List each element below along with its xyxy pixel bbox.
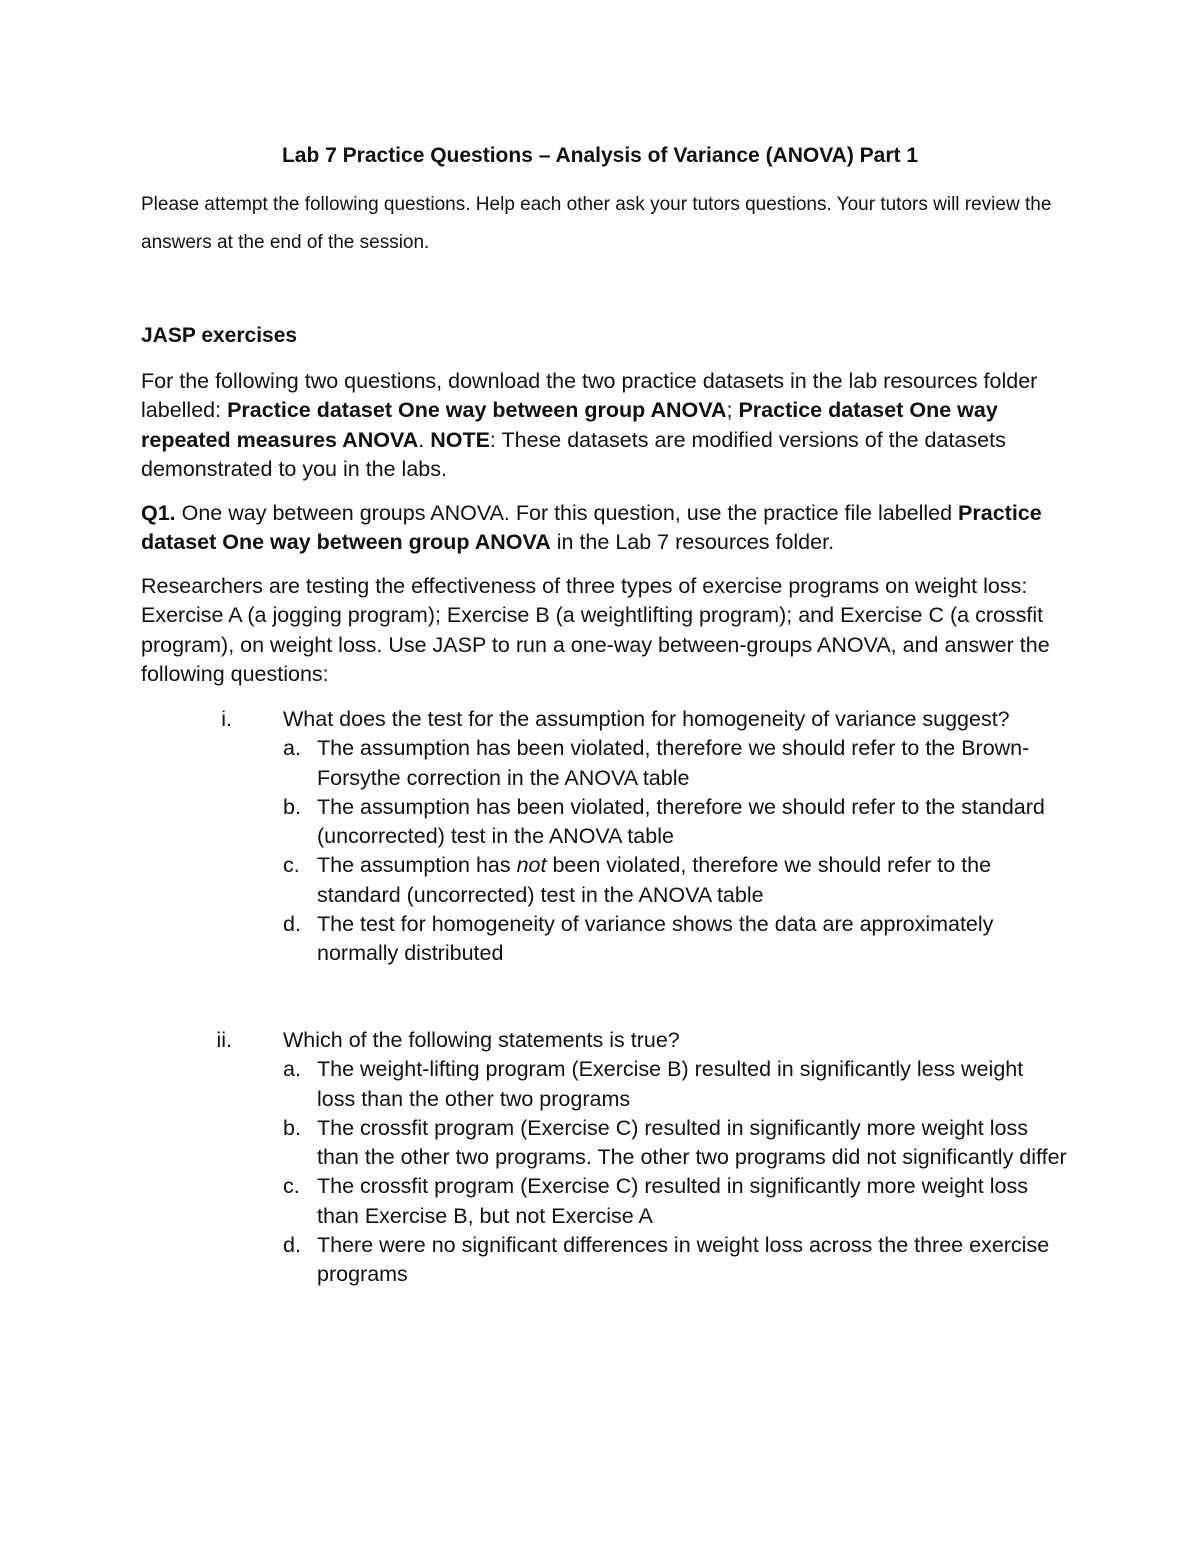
- intro-paragraph: Please attempt the following questions. Help each other ask your tutors questions. Your tutors will review the answers at the end of the session.: [141, 194, 1052, 253]
- dataset-name-repeated: Practice dataset One way repeated measures ANOVA: [141, 398, 998, 452]
- options-list: [0, 1055, 1200, 1289]
- option-letter: c.: [283, 853, 300, 878]
- option-text-part-1: The assumption has: [317, 853, 517, 878]
- question-text: Which of the following statements is true?: [283, 1028, 680, 1052]
- datasets-text-2: ;: [726, 398, 739, 423]
- option-letter: a.: [283, 1057, 301, 1082]
- q1-dataset-name: Practice dataset One way between group ANOVA: [141, 501, 1042, 555]
- datasets-text-1: For the following two questions, download the two practice datasets in the lab resources folder labelled:: [141, 369, 1038, 423]
- note-label: NOTE: [430, 427, 490, 452]
- option-text-part-2: been violated, therefore we should refer to the standard (uncorrected) test in the ANOVA table: [317, 853, 992, 907]
- option-letter: d.: [283, 1233, 301, 1258]
- option-a: [283, 1055, 1067, 1114]
- option-b: [283, 793, 1067, 852]
- option-c: [283, 1172, 1067, 1231]
- option-text: The assumption has been violated, therefore we should refer to the standard (uncorrected) test in the ANOVA table: [317, 794, 1045, 849]
- option-text: The crossfit program (Exercise C) resulted in significantly more weight loss than Exercise B, but not Exercise A: [317, 1174, 1028, 1228]
- research-paragraph: Researchers are testing the effectiveness of three types of exercise programs on weight loss: Exercise A (a jogging program); Exercise B (a weightlifting program); and Exercise C (a crossfit program), on weight loss. Use JASP to run a one-way between-groups ANOVA, and answer the following questions:: [141, 574, 1050, 686]
- option-letter: c.: [283, 1174, 300, 1199]
- option-text: The assumption has been violated, therefore we should refer to the Brown-Forsythe correction in the ANOVA table: [317, 736, 1030, 790]
- document-title: Lab 7 Practice Questions – Analysis of Variance (ANOVA) Part 1: [281, 144, 919, 167]
- option-letter: b.: [283, 1115, 301, 1140]
- option-c: [283, 851, 1067, 910]
- option-letter: a.: [283, 736, 301, 761]
- question-text: What does the test for the assumption for homogeneity of variance suggest?: [283, 707, 1010, 731]
- option-b: [283, 1114, 1067, 1173]
- question-i: [0, 705, 1200, 969]
- option-text: There were no significant differences in weight loss across the three exercise programs: [317, 1233, 1050, 1287]
- datasets-text-4: : These datasets are modified versions of the datasets demonstrated to you in the labs.: [141, 427, 1006, 481]
- option-text: The crossfit program (Exercise C) resulted in significantly more weight loss than the other two programs. The other two programs did not significantly differ: [317, 1115, 1067, 1170]
- dataset-name-between: Practice dataset One way between group ANOVA: [227, 398, 727, 423]
- options-list: [0, 734, 1200, 968]
- q1-label: Q1.: [141, 501, 176, 525]
- option-text-emphasis: not: [516, 853, 547, 878]
- datasets-paragraph: [141, 367, 1066, 484]
- option-a: [283, 734, 1067, 793]
- q1-paragraph: [141, 499, 1066, 558]
- option-d: [283, 910, 1067, 969]
- option-text: The test for homogeneity of variance shows the data are approximately normally distributed: [317, 912, 994, 966]
- option-text: The weight-lifting program (Exercise B) resulted in significantly less weight loss than the other two programs: [317, 1057, 1024, 1111]
- option-d: [283, 1231, 1067, 1290]
- question-numeral: i.: [221, 707, 232, 731]
- datasets-text-3: .: [418, 427, 431, 452]
- option-letter: b.: [283, 794, 301, 819]
- q1-text-1: One way between groups ANOVA. For this question, use the practice file labelled: [175, 501, 959, 525]
- question-ii: [0, 1026, 1200, 1290]
- section-heading-jasp: JASP exercises: [141, 324, 298, 347]
- option-letter: d.: [283, 912, 301, 937]
- question-numeral: ii.: [216, 1028, 232, 1052]
- q1-text-2: in the Lab 7 resources folder.: [550, 530, 835, 555]
